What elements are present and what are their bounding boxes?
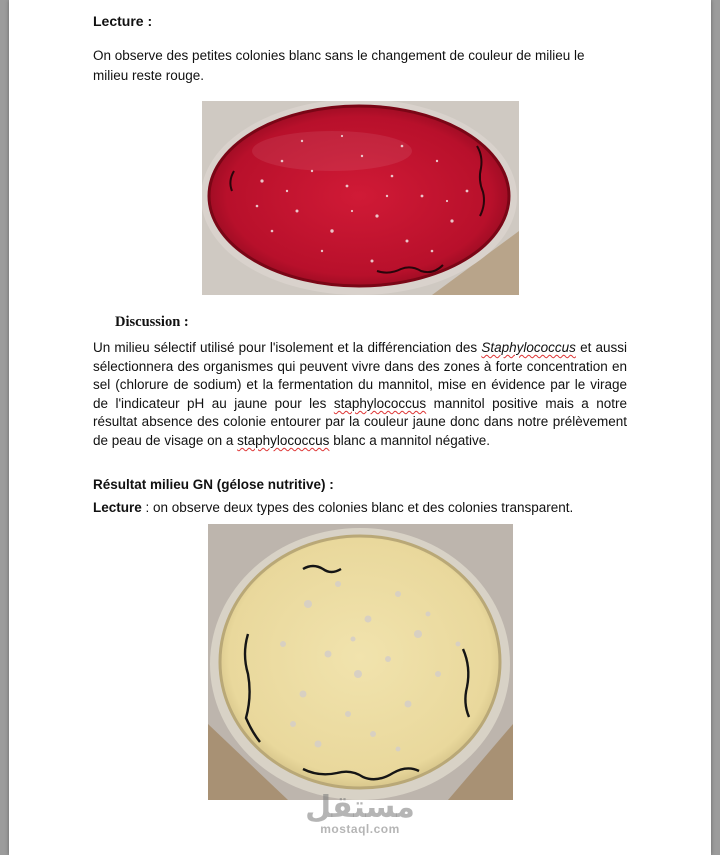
lecture-paragraph: On observe des petites colonies blanc sans le changement de couleur de milieu le milieu reste rouge. bbox=[93, 48, 585, 83]
discussion-heading: Discussion : bbox=[115, 314, 189, 330]
petri-dish-photo-red bbox=[202, 101, 519, 295]
staphylococcus-term-2: staphylococcus bbox=[333, 395, 427, 411]
discussion-text-4: blanc a mannitol négative. bbox=[329, 432, 491, 448]
discussion-text-3: mannitol positive mais a notre résultat absence des colonie entourer par la couleur jaune donc dans notre prélèvement de peau de visage on a bbox=[93, 395, 627, 448]
petri-dish-photo-yellow bbox=[208, 524, 513, 800]
gn-lecture-line bbox=[93, 500, 573, 515]
staphylococcus-term-3: staphylococcus bbox=[237, 432, 330, 448]
gn-lecture-label: Lecture bbox=[93, 500, 142, 515]
discussion-text-2: et aussi sélectionnera des organismes qui peuvent vivre dans des zones à forte concentration en sel (chlorure de sodium) et la fermentation du mannitol, mise en évidence par le virage de l'indicateur pH au jaune pour les bbox=[93, 340, 627, 411]
discussion-paragraph bbox=[93, 339, 627, 451]
mostaql-watermark-latin: mostaql.com bbox=[320, 822, 400, 836]
mostaql-watermark-arabic: مستقل bbox=[305, 790, 415, 825]
gn-result-heading: Résultat milieu GN (gélose nutritive) : bbox=[93, 477, 334, 492]
document-page bbox=[9, 0, 711, 855]
lecture-heading: Lecture : bbox=[93, 13, 153, 29]
staphylococcus-italic: Staphylococcus bbox=[481, 340, 576, 355]
gn-lecture-text: : on observe deux types des colonies blanc et des colonies transparent. bbox=[141, 500, 574, 515]
discussion-text-1: Un milieu sélectif utilisé pour l'isolement et la différenciation des bbox=[93, 340, 482, 355]
